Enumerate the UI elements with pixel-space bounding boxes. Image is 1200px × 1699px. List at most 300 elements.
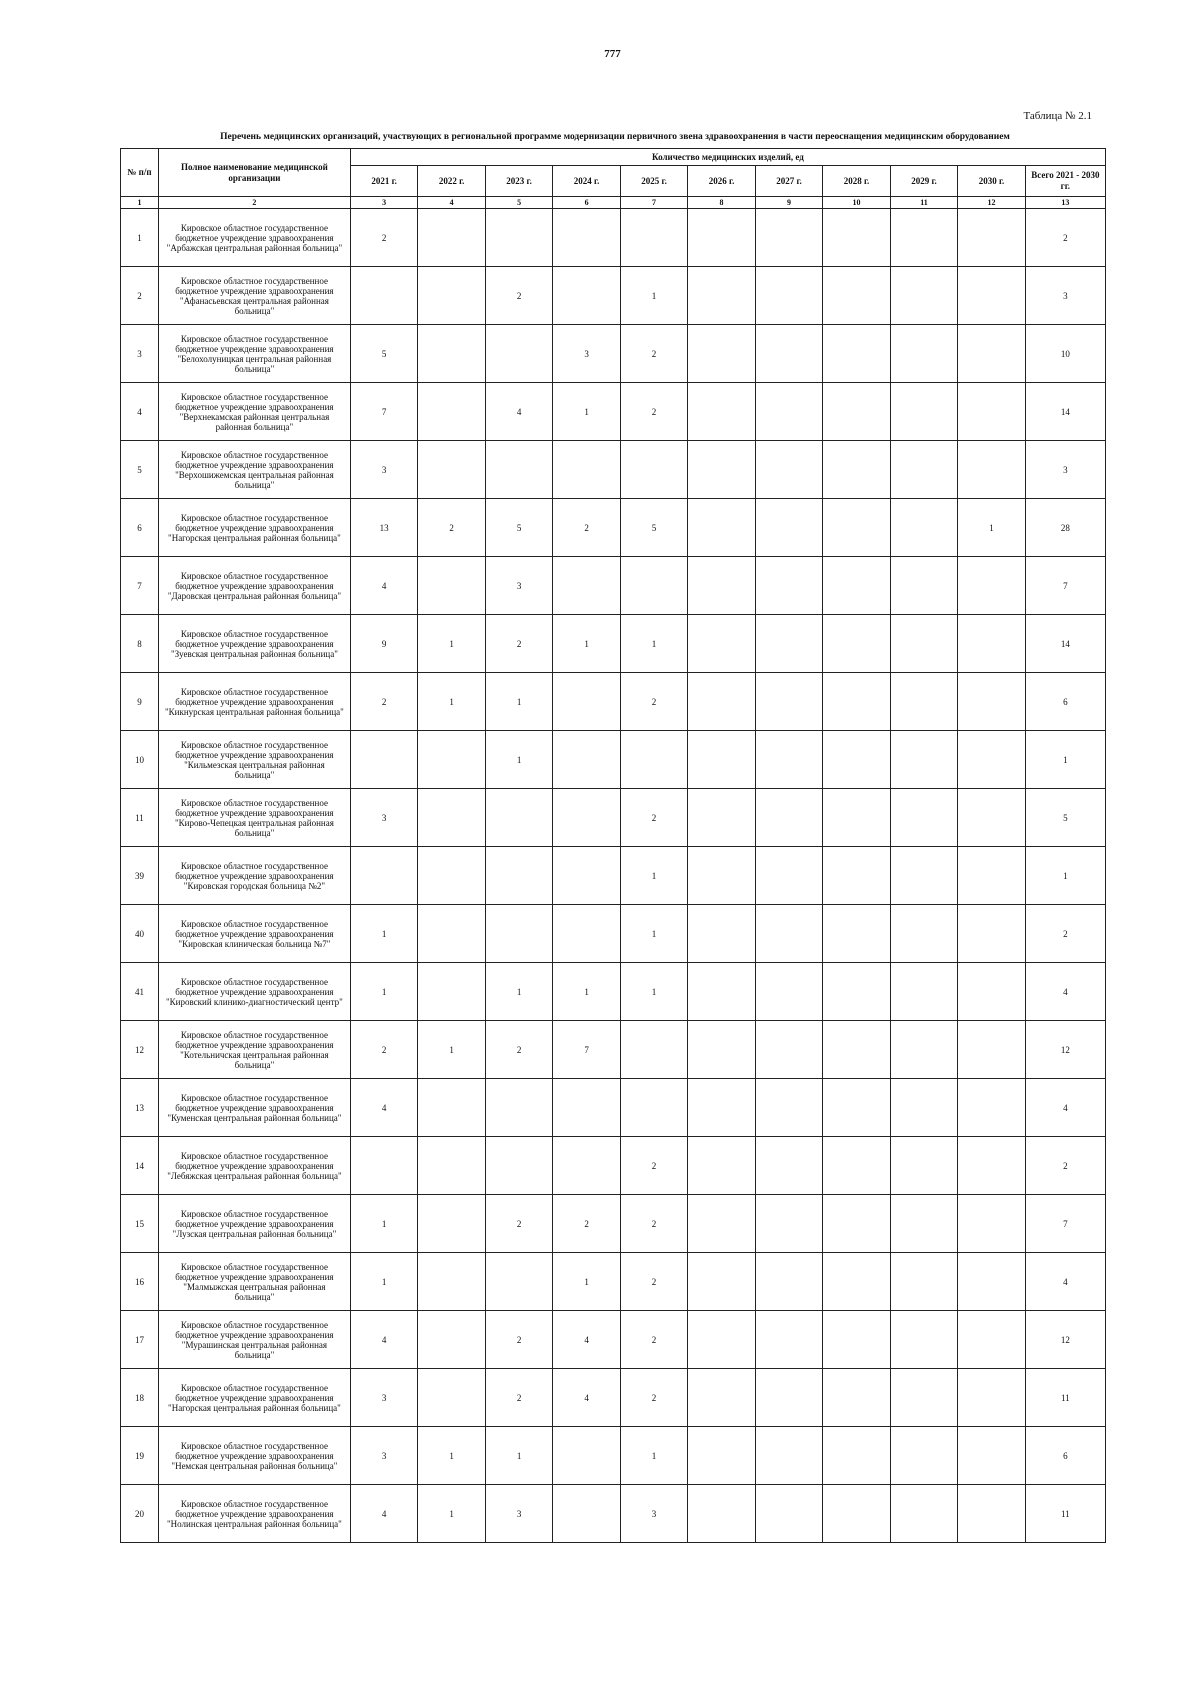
quantity-cell (958, 963, 1025, 1021)
header-year: 2021 г. (350, 166, 417, 197)
total-cell: 5 (1025, 789, 1105, 847)
quantity-cell: 5 (620, 499, 687, 557)
table-row (121, 557, 1106, 615)
quantity-cell: 1 (620, 847, 687, 905)
quantity-cell (485, 441, 552, 499)
quantity-cell (890, 615, 957, 673)
row-number: 8 (121, 615, 159, 673)
quantity-cell: 2 (620, 673, 687, 731)
quantity-cell: 2 (620, 1369, 687, 1427)
header-year: 2028 г. (823, 166, 890, 197)
quantity-cell (823, 499, 890, 557)
quantity-cell (890, 383, 957, 441)
table-row (121, 441, 1106, 499)
row-number: 15 (121, 1195, 159, 1253)
quantity-cell (890, 325, 957, 383)
column-number: 1 (121, 197, 159, 209)
quantity-cell: 4 (485, 383, 552, 441)
table-body (121, 209, 1106, 1543)
quantity-cell (823, 441, 890, 499)
row-number: 16 (121, 1253, 159, 1311)
quantity-cell (890, 441, 957, 499)
organization-name: Кировское областное государственное бюджетное учреждение здравоохранения "Немская центральная районная больница" (158, 1427, 350, 1485)
header-year: 2026 г. (688, 166, 755, 197)
quantity-cell: 4 (350, 557, 417, 615)
quantity-cell (823, 1485, 890, 1543)
quantity-cell: 1 (485, 1427, 552, 1485)
quantity-cell (958, 1369, 1025, 1427)
header-total: Всего 2021 - 2030 гг. (1025, 166, 1105, 197)
quantity-cell (553, 789, 620, 847)
row-number: 11 (121, 789, 159, 847)
row-number: 41 (121, 963, 159, 1021)
quantity-cell (553, 1137, 620, 1195)
header-year: 2025 г. (620, 166, 687, 197)
table-row (121, 1485, 1106, 1543)
column-number: 12 (958, 197, 1025, 209)
quantity-cell: 2 (620, 1311, 687, 1369)
quantity-cell: 2 (620, 383, 687, 441)
total-cell: 1 (1025, 847, 1105, 905)
quantity-cell (418, 963, 485, 1021)
row-number: 20 (121, 1485, 159, 1543)
quantity-cell (688, 847, 755, 905)
quantity-cell: 3 (485, 1485, 552, 1543)
quantity-cell (418, 905, 485, 963)
row-number: 4 (121, 383, 159, 441)
quantity-cell (620, 557, 687, 615)
total-cell: 4 (1025, 1253, 1105, 1311)
quantity-cell: 2 (418, 499, 485, 557)
header-year: 2030 г. (958, 166, 1025, 197)
organization-name: Кировское областное государственное бюджетное учреждение здравоохранения "Куменская центральная районная больница" (158, 1079, 350, 1137)
total-cell: 14 (1025, 383, 1105, 441)
quantity-cell (553, 267, 620, 325)
organization-name: Кировское областное государственное бюджетное учреждение здравоохранения "Афанасьевская центральная районная больница" (158, 267, 350, 325)
table-row (121, 1079, 1106, 1137)
quantity-cell (688, 1427, 755, 1485)
quantity-cell (755, 1021, 822, 1079)
quantity-cell (553, 209, 620, 267)
quantity-cell (350, 1137, 417, 1195)
quantity-cell (958, 1137, 1025, 1195)
quantity-cell (823, 1079, 890, 1137)
organization-name: Кировское областное государственное бюджетное учреждение здравоохранения "Белохолуницкая центральная районная больница" (158, 325, 350, 383)
quantity-cell (688, 963, 755, 1021)
quantity-cell (553, 847, 620, 905)
quantity-cell: 1 (418, 1485, 485, 1543)
quantity-cell (958, 1079, 1025, 1137)
quantity-cell (958, 673, 1025, 731)
quantity-cell (890, 1253, 957, 1311)
quantity-cell: 5 (485, 499, 552, 557)
quantity-cell: 4 (553, 1369, 620, 1427)
quantity-cell (890, 1311, 957, 1369)
header-year: 2029 г. (890, 166, 957, 197)
table-row (121, 1195, 1106, 1253)
quantity-cell (755, 789, 822, 847)
quantity-cell (755, 847, 822, 905)
organization-name: Кировское областное государственное бюджетное учреждение здравоохранения "Верхошижемская центральная районная больница" (158, 441, 350, 499)
quantity-cell (823, 1427, 890, 1485)
organization-name: Кировское областное государственное бюджетное учреждение здравоохранения "Кикнурская центральная районная больница" (158, 673, 350, 731)
quantity-cell: 2 (620, 789, 687, 847)
quantity-cell (688, 1021, 755, 1079)
quantity-cell (823, 209, 890, 267)
quantity-cell (755, 905, 822, 963)
total-cell: 7 (1025, 557, 1105, 615)
organization-name: Кировское областное государственное бюджетное учреждение здравоохранения "Даровская центральная районная больница" (158, 557, 350, 615)
quantity-cell: 3 (350, 1427, 417, 1485)
quantity-cell (755, 499, 822, 557)
quantity-cell: 2 (350, 1021, 417, 1079)
table-row (121, 963, 1106, 1021)
quantity-cell: 2 (485, 1021, 552, 1079)
quantity-cell (755, 441, 822, 499)
quantity-cell: 2 (553, 1195, 620, 1253)
quantity-cell (485, 789, 552, 847)
quantity-cell (958, 847, 1025, 905)
quantity-cell (823, 1311, 890, 1369)
quantity-cell: 3 (350, 441, 417, 499)
quantity-cell: 9 (350, 615, 417, 673)
organization-name: Кировское областное государственное бюджетное учреждение здравоохранения "Мурашинская центральная районная больница" (158, 1311, 350, 1369)
table-row (121, 1369, 1106, 1427)
header-year: 2022 г. (418, 166, 485, 197)
quantity-cell: 4 (553, 1311, 620, 1369)
quantity-cell (823, 1253, 890, 1311)
quantity-cell (890, 209, 957, 267)
column-number-row (121, 197, 1106, 209)
quantity-cell: 2 (485, 1195, 552, 1253)
column-number: 8 (688, 197, 755, 209)
table-label: Таблица № 2.1 (1023, 110, 1092, 122)
row-number: 14 (121, 1137, 159, 1195)
total-cell: 6 (1025, 1427, 1105, 1485)
quantity-cell (890, 557, 957, 615)
header-year: 2024 г. (553, 166, 620, 197)
quantity-cell (958, 267, 1025, 325)
organization-name: Кировское областное государственное бюджетное учреждение здравоохранения "Кирово-Чепецкая центральная районная больница" (158, 789, 350, 847)
row-number: 3 (121, 325, 159, 383)
quantity-cell (485, 1253, 552, 1311)
quantity-cell: 2 (620, 325, 687, 383)
quantity-cell (688, 267, 755, 325)
quantity-cell: 1 (553, 1253, 620, 1311)
quantity-cell (755, 1485, 822, 1543)
total-cell: 4 (1025, 1079, 1105, 1137)
quantity-cell (755, 1079, 822, 1137)
quantity-cell: 2 (620, 1195, 687, 1253)
quantity-cell (823, 847, 890, 905)
organization-name: Кировское областное государственное бюджетное учреждение здравоохранения "Кировская городская больница №2" (158, 847, 350, 905)
organization-name: Кировское областное государственное бюджетное учреждение здравоохранения "Котельничская центральная районная больница" (158, 1021, 350, 1079)
quantity-cell: 1 (620, 905, 687, 963)
row-number: 12 (121, 1021, 159, 1079)
quantity-cell (823, 1021, 890, 1079)
quantity-cell (688, 325, 755, 383)
quantity-cell (755, 1137, 822, 1195)
quantity-cell (418, 557, 485, 615)
quantity-cell: 2 (485, 1369, 552, 1427)
quantity-cell (418, 1253, 485, 1311)
organization-name: Кировское областное государственное бюджетное учреждение здравоохранения "Малмыжская центральная районная больница" (158, 1253, 350, 1311)
header-group: Количество медицинских изделий, ед (350, 149, 1105, 166)
quantity-cell (958, 905, 1025, 963)
quantity-cell (755, 209, 822, 267)
table-row (121, 731, 1106, 789)
quantity-cell (755, 1195, 822, 1253)
row-number: 1 (121, 209, 159, 267)
header-num: № п/п (121, 149, 159, 197)
quantity-cell: 3 (485, 557, 552, 615)
quantity-cell: 1 (418, 1021, 485, 1079)
total-cell: 4 (1025, 963, 1105, 1021)
quantity-cell (350, 267, 417, 325)
quantity-cell (688, 1137, 755, 1195)
quantity-cell (553, 673, 620, 731)
quantity-cell: 4 (350, 1079, 417, 1137)
quantity-cell (553, 557, 620, 615)
quantity-cell (958, 1021, 1025, 1079)
quantity-cell (823, 325, 890, 383)
quantity-cell: 4 (350, 1311, 417, 1369)
total-cell: 28 (1025, 499, 1105, 557)
quantity-cell: 7 (350, 383, 417, 441)
quantity-cell (418, 1369, 485, 1427)
table-row (121, 1427, 1106, 1485)
row-number: 18 (121, 1369, 159, 1427)
table-row (121, 499, 1106, 557)
quantity-cell (958, 1195, 1025, 1253)
page-number: 777 (604, 48, 621, 60)
quantity-cell: 5 (350, 325, 417, 383)
quantity-cell: 1 (620, 1427, 687, 1485)
quantity-cell (688, 789, 755, 847)
quantity-cell (823, 963, 890, 1021)
quantity-cell: 4 (350, 1485, 417, 1543)
quantity-cell (755, 1253, 822, 1311)
quantity-cell (890, 731, 957, 789)
quantity-cell: 7 (553, 1021, 620, 1079)
quantity-cell (688, 1079, 755, 1137)
quantity-cell (418, 789, 485, 847)
quantity-cell (958, 557, 1025, 615)
quantity-cell (890, 1427, 957, 1485)
quantity-cell (890, 963, 957, 1021)
quantity-cell (890, 1485, 957, 1543)
quantity-cell (755, 673, 822, 731)
quantity-cell (620, 731, 687, 789)
quantity-cell (823, 383, 890, 441)
quantity-cell: 2 (485, 615, 552, 673)
quantity-cell (958, 383, 1025, 441)
organization-name: Кировское областное государственное бюджетное учреждение здравоохранения "Верхнекамская районная центральная районная больница" (158, 383, 350, 441)
quantity-cell: 1 (620, 615, 687, 673)
quantity-cell (823, 1137, 890, 1195)
quantity-cell: 1 (553, 963, 620, 1021)
organization-name: Кировское областное государственное бюджетное учреждение здравоохранения "Лузская центральная районная больница" (158, 1195, 350, 1253)
quantity-cell (418, 325, 485, 383)
quantity-cell: 1 (485, 731, 552, 789)
total-cell: 2 (1025, 1137, 1105, 1195)
quantity-cell: 2 (350, 209, 417, 267)
row-number: 13 (121, 1079, 159, 1137)
quantity-cell (553, 1427, 620, 1485)
quantity-cell (890, 905, 957, 963)
quantity-cell (823, 673, 890, 731)
quantity-cell: 3 (350, 1369, 417, 1427)
quantity-cell (755, 325, 822, 383)
quantity-cell (823, 267, 890, 325)
quantity-cell (350, 847, 417, 905)
table-row (121, 615, 1106, 673)
quantity-cell (688, 1369, 755, 1427)
quantity-cell: 1 (620, 267, 687, 325)
quantity-cell (418, 731, 485, 789)
page-title: Перечень медицинских организаций, участвующих в региональной программе модернизации первичного звена здравоохранения в части переоснащения медицинским оборудованием (220, 132, 1010, 142)
column-number: 4 (418, 197, 485, 209)
quantity-cell (688, 557, 755, 615)
quantity-cell (755, 963, 822, 1021)
total-cell: 2 (1025, 209, 1105, 267)
quantity-cell: 1 (350, 905, 417, 963)
quantity-cell (890, 847, 957, 905)
quantity-cell (823, 615, 890, 673)
column-number: 11 (890, 197, 957, 209)
quantity-cell (350, 731, 417, 789)
row-number: 19 (121, 1427, 159, 1485)
quantity-cell (890, 1195, 957, 1253)
table-row (121, 673, 1106, 731)
total-cell: 11 (1025, 1369, 1105, 1427)
table-row (121, 1021, 1106, 1079)
quantity-cell (553, 441, 620, 499)
quantity-cell (620, 1021, 687, 1079)
quantity-cell: 2 (485, 267, 552, 325)
quantity-cell: 1 (350, 963, 417, 1021)
table-row (121, 383, 1106, 441)
quantity-cell (890, 1369, 957, 1427)
quantity-cell (958, 731, 1025, 789)
row-number: 10 (121, 731, 159, 789)
quantity-cell: 1 (418, 1427, 485, 1485)
quantity-cell (890, 267, 957, 325)
quantity-cell (418, 267, 485, 325)
quantity-cell: 2 (620, 1253, 687, 1311)
table-row (121, 325, 1106, 383)
total-cell: 2 (1025, 905, 1105, 963)
organization-name: Кировское областное государственное бюджетное учреждение здравоохранения "Арбажская центральная районная больница" (158, 209, 350, 267)
total-cell: 3 (1025, 441, 1105, 499)
organization-name: Кировское областное государственное бюджетное учреждение здравоохранения "Кировская клиническая больница №7" (158, 905, 350, 963)
quantity-cell (755, 731, 822, 789)
quantity-cell: 1 (553, 383, 620, 441)
quantity-cell (755, 267, 822, 325)
quantity-cell (485, 325, 552, 383)
table-row (121, 267, 1106, 325)
quantity-cell (823, 731, 890, 789)
total-cell: 10 (1025, 325, 1105, 383)
quantity-cell (823, 1195, 890, 1253)
total-cell: 12 (1025, 1311, 1105, 1369)
quantity-cell (620, 1079, 687, 1137)
total-cell: 7 (1025, 1195, 1105, 1253)
row-number: 5 (121, 441, 159, 499)
quantity-cell (418, 1311, 485, 1369)
row-number: 39 (121, 847, 159, 905)
quantity-cell: 1 (418, 615, 485, 673)
quantity-cell (958, 441, 1025, 499)
quantity-cell (755, 1427, 822, 1485)
row-number: 40 (121, 905, 159, 963)
quantity-cell (688, 1195, 755, 1253)
quantity-cell (688, 1253, 755, 1311)
organization-name: Кировское областное государственное бюджетное учреждение здравоохранения "Кильмезская центральная районная больница" (158, 731, 350, 789)
quantity-cell (688, 731, 755, 789)
table-row (121, 847, 1106, 905)
quantity-cell: 2 (350, 673, 417, 731)
quantity-cell: 2 (553, 499, 620, 557)
column-number: 10 (823, 197, 890, 209)
quantity-cell: 3 (350, 789, 417, 847)
quantity-cell (418, 1079, 485, 1137)
header-name: Полное наименование медицинской организации (158, 149, 350, 197)
quantity-cell (958, 615, 1025, 673)
quantity-cell (823, 789, 890, 847)
row-number: 2 (121, 267, 159, 325)
organization-name: Кировское областное государственное бюджетное учреждение здравоохранения "Зуевская центральная районная больница" (158, 615, 350, 673)
quantity-cell (823, 1369, 890, 1427)
column-number: 6 (553, 197, 620, 209)
quantity-cell (485, 1137, 552, 1195)
quantity-cell (890, 789, 957, 847)
organization-name: Кировское областное государственное бюджетное учреждение здравоохранения "Нагорская центральная районная больница" (158, 499, 350, 557)
quantity-cell (418, 1195, 485, 1253)
equipment-table (120, 148, 1106, 1543)
column-number: 13 (1025, 197, 1105, 209)
table-row (121, 1137, 1106, 1195)
column-number: 7 (620, 197, 687, 209)
table-row (121, 209, 1106, 267)
quantity-cell: 2 (620, 1137, 687, 1195)
quantity-cell (823, 905, 890, 963)
quantity-cell (688, 905, 755, 963)
quantity-cell: 1 (620, 963, 687, 1021)
table-row (121, 1253, 1106, 1311)
quantity-cell (958, 209, 1025, 267)
quantity-cell (485, 209, 552, 267)
quantity-cell (958, 789, 1025, 847)
quantity-cell (958, 1311, 1025, 1369)
column-number: 9 (755, 197, 822, 209)
row-number: 17 (121, 1311, 159, 1369)
quantity-cell (553, 1485, 620, 1543)
quantity-cell (688, 209, 755, 267)
quantity-cell (890, 673, 957, 731)
quantity-cell (485, 905, 552, 963)
quantity-cell: 1 (350, 1253, 417, 1311)
table-row (121, 1311, 1106, 1369)
total-cell: 3 (1025, 267, 1105, 325)
quantity-cell: 13 (350, 499, 417, 557)
quantity-cell (755, 615, 822, 673)
column-number: 3 (350, 197, 417, 209)
quantity-cell (823, 557, 890, 615)
quantity-cell: 1 (958, 499, 1025, 557)
row-number: 9 (121, 673, 159, 731)
header-year: 2027 г. (755, 166, 822, 197)
